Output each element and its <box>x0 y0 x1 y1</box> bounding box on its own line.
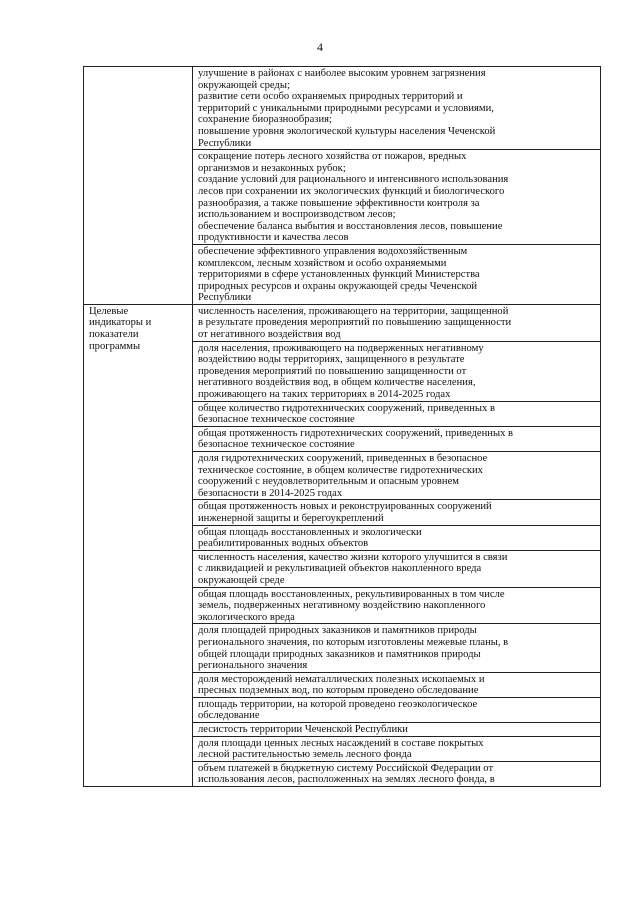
indicators-label-cell: Целевые индикаторы и показатели программы <box>84 304 193 786</box>
table-row <box>84 67 601 150</box>
table-cell: численность населения, проживающего на территории, защищенной в результате проведения мероприятий по повышению защищенности от негативного воздействия вод <box>193 304 601 341</box>
table-cell: общая площадь восстановленных, рекультивированных в том числе земель, подверженных негативному воздействию накопленного экологического вреда <box>193 587 601 624</box>
program-passport-table <box>83 66 601 787</box>
page-number: 4 <box>317 40 323 54</box>
table-cell: доля населения, проживающего на подверженных негативному воздействию воды территориях, защищенного в результате проведения мероприятий по повышению защищенности от негативного воздействия вод, в общем количестве населения, проживающего на таких территориях в 2014-2025 годах <box>193 341 601 401</box>
empty-label-cell <box>84 67 193 305</box>
table-cell: доля площади ценных лесных насаждений в составе покрытых лесной растительностью земель лесного фонда <box>193 736 601 761</box>
table-cell: площадь территории, на которой проведено геоэкологическое обследование <box>193 697 601 722</box>
table-row <box>84 304 601 341</box>
table-cell: общая протяженность гидротехнических сооружений, приведенных в безопасное техническое состояние <box>193 426 601 451</box>
table-cell: сокращение потерь лесного хозяйства от пожаров, вредных организмов и незаконных рубок; создание условий для рационального и интенсивного использования лесов при сохранении их экологических функций и биологического разнообразия, а также повышение эффективности контроля за использованием и воспроизводством лесов; обеспечение баланса выбытия и восстановления лесов, повышение продуктивности и качества лесов <box>193 150 601 245</box>
table-cell: улучшение в районах с наиболее высоким уровнем загрязнения окружающей среды; развитие сети особо охраняемых природных территорий и территорий с уникальными природными ресурсами и условиями, сохранение биоразнообразия; повышение уровня экологической культуры населения Чеченской Республики <box>193 67 601 150</box>
table-cell: доля месторождений нематаллических полезных ископаемых и пресных подземных вод, по которым проведено обследование <box>193 672 601 697</box>
table-cell: общее количество гидротехнических сооружений, приведенных в безопасное техническое состояние <box>193 401 601 426</box>
table-cell: объем платежей в бюджетную систему Российской Федерации от использования лесов, расположенных на землях лесного фонда, в <box>193 761 601 786</box>
table-cell: численность населения, качество жизни которого улучшится в связи с ликвидацией и рекультивацией объектов накопленного вреда окружающей среде <box>193 550 601 587</box>
table-cell: общая протяженность новых и реконструированных сооружений инженерной защиты и берегоукреплений <box>193 500 601 525</box>
table-cell: доля площадей природных заказников и памятников природы регионального значения, по которым изготовлены межевые планы, в общей площади природных заказников и памятников природы регионального значения <box>193 624 601 672</box>
table-cell: общая площадь восстановленных и экологически реабилитированных водных объектов <box>193 525 601 550</box>
table-cell: доля гидротехнических сооружений, приведенных в безопасное техническое состояние, в общем количестве гидротехнических сооружений с неудовлетворительным и опасным уровнем безопасности в 2014-2025 годах <box>193 452 601 500</box>
table-cell: лесистость территории Чеченской Республики <box>193 723 601 737</box>
table-cell: обеспечение эффективного управления водохозяйственным комплексом, лесным хозяйством и особо охраняемыми территориями в сфере установленных функций Министерства природных ресурсов и охраны окружающей среды Чеченской Республики <box>193 244 601 304</box>
